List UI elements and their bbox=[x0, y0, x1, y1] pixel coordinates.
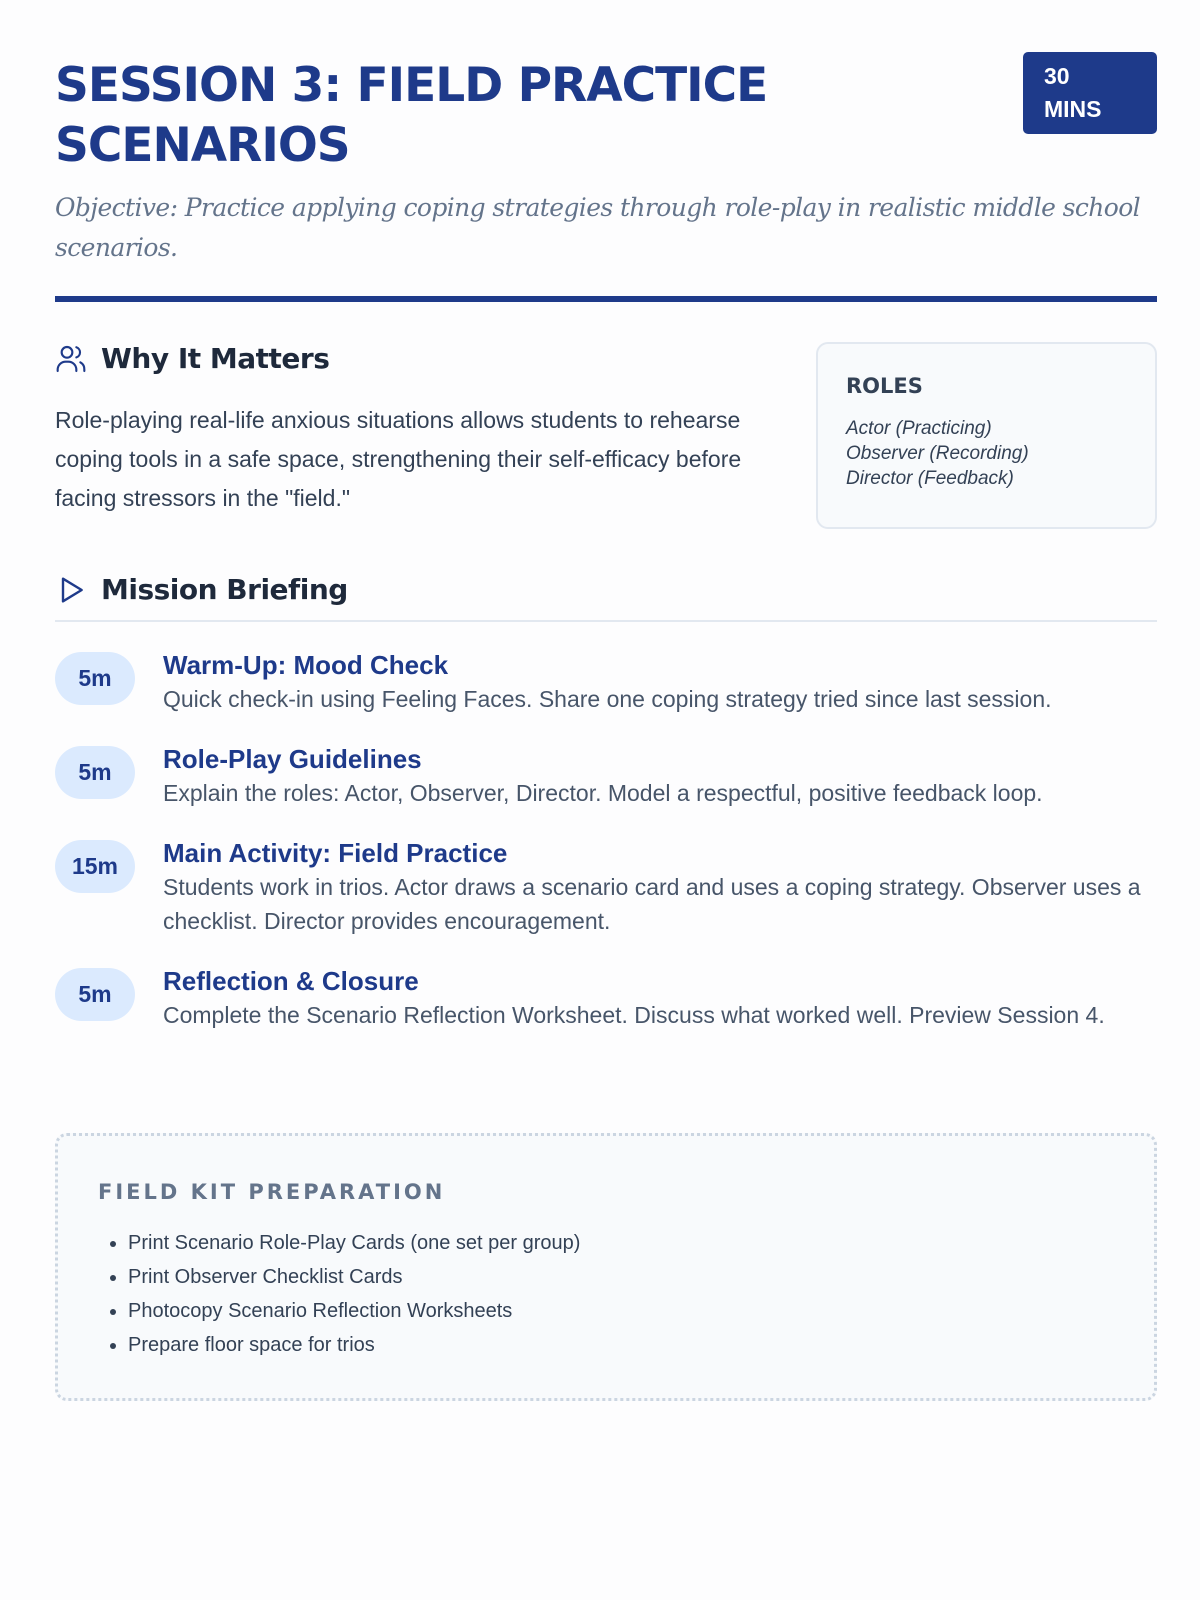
roles-title: ROLES bbox=[846, 374, 923, 398]
agenda-desc: Explain the roles: Actor, Observer, Director. Model a respectful, positive feedback loop. bbox=[163, 780, 1043, 806]
kit-item: • Print Observer Checklist Cards bbox=[128, 1260, 1114, 1294]
duration-badge: 30 MINS bbox=[1023, 52, 1157, 134]
time-pill: 15m bbox=[55, 840, 135, 893]
page-title: SESSION 3: FIELD PRACTICE SCENARIOS bbox=[55, 58, 768, 173]
agenda-title: Role-Play Guidelines bbox=[163, 744, 422, 774]
agenda-title: Reflection & Closure bbox=[163, 966, 419, 996]
agenda-desc: Quick check-in using Feeling Faces. Share one coping strategy tried since last session. bbox=[163, 686, 1052, 712]
field-kit-box bbox=[55, 1133, 1157, 1401]
mission-divider bbox=[55, 620, 1157, 622]
agenda-item bbox=[55, 836, 1157, 938]
why-section bbox=[55, 342, 1157, 529]
header-divider bbox=[55, 296, 1157, 302]
time-pill: 5m bbox=[55, 968, 135, 1021]
users-icon bbox=[55, 343, 87, 375]
agenda-item bbox=[55, 648, 1157, 716]
role-item: Actor (Practicing) bbox=[846, 418, 992, 439]
why-text: Role-playing real-life anxious situations allows students to rehearse coping tools in a safe space, strengthening their self-efficacy before facing stressors in the "field." bbox=[55, 407, 742, 511]
play-icon bbox=[55, 574, 87, 606]
time-pill: 5m bbox=[55, 746, 135, 799]
time-pill: 5m bbox=[55, 652, 135, 705]
why-heading bbox=[55, 342, 755, 375]
kit-item: • Prepare floor space for trios bbox=[128, 1328, 1114, 1362]
mission-heading bbox=[55, 573, 1157, 606]
agenda-item bbox=[55, 964, 1157, 1032]
agenda-title: Main Activity: Field Practice bbox=[163, 838, 508, 868]
role-item: Director (Feedback) bbox=[846, 468, 1014, 489]
header bbox=[55, 52, 1157, 176]
agenda-desc: Complete the Scenario Reflection Worksheet. Discuss what worked well. Preview Session 4. bbox=[163, 1002, 1105, 1028]
agenda-item bbox=[55, 742, 1157, 810]
kit-item: • Photocopy Scenario Reflection Worksheets bbox=[128, 1294, 1114, 1328]
agenda-desc: Students work in trios. Actor draws a scenario card and uses a coping strategy. Observer uses a checklist. Director provides encouragement. bbox=[163, 874, 1141, 934]
roles-card bbox=[816, 342, 1157, 529]
mission-heading-text: Mission Briefing bbox=[101, 573, 348, 606]
objective: Objective: Practice applying coping strategies through role-play in realistic middle school scenarios. bbox=[55, 193, 1141, 262]
role-item: Observer (Recording) bbox=[846, 443, 1029, 464]
agenda-title: Warm-Up: Mood Check bbox=[163, 650, 449, 680]
kit-title: FIELD KIT PREPARATION bbox=[98, 1180, 446, 1204]
why-heading-text: Why It Matters bbox=[101, 342, 330, 375]
session-page bbox=[55, 52, 1157, 1058]
mission-section bbox=[55, 573, 1157, 1032]
kit-item: • Print Scenario Role-Play Cards (one set per group) bbox=[128, 1226, 1114, 1260]
